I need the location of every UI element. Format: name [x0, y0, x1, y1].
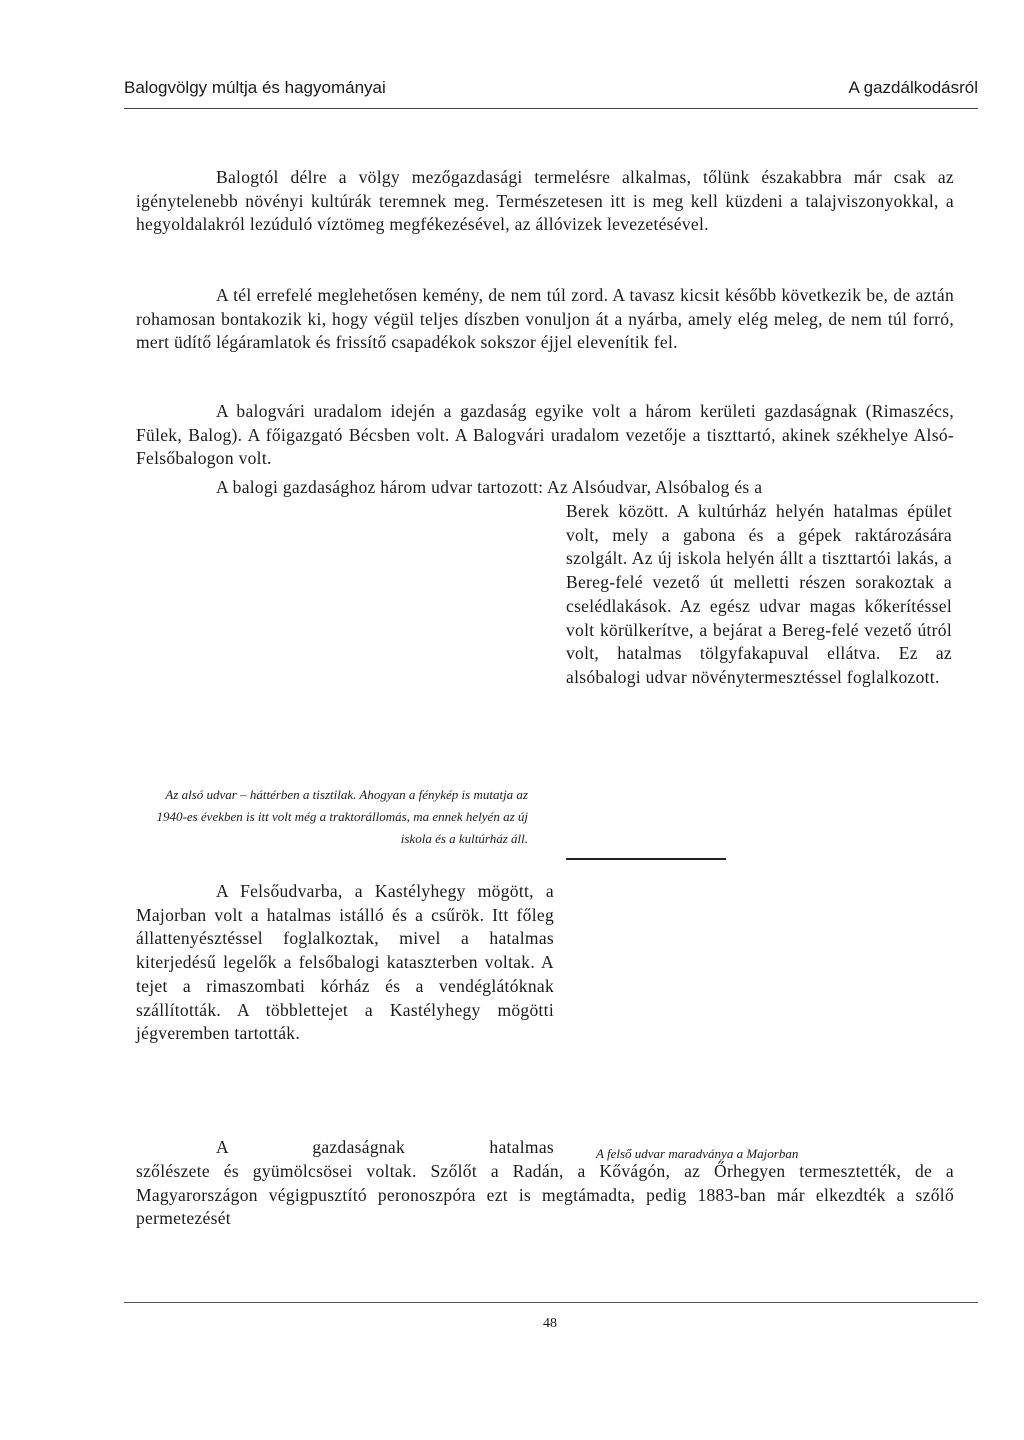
paragraph-seasons: A tél errefelé meglehetősen kemény, de nem túl zord. A tavasz kicsit később következik be, de aztán rohamosan bontakozik ki, hogy végül teljes díszben vonuljon át a nyárba, amely elég meleg, de nem túl forró, mert üdítő légáramlatok és frissítő csapadékok sokszor éjjel elevenítik fel.: [136, 285, 954, 353]
running-header: [124, 78, 978, 98]
paragraph-vineyard-lead: A gazdaságnak hatalmas: [216, 1137, 554, 1157]
footer-rule: [124, 1302, 978, 1303]
caption-upper-courtyard: A felső udvar maradványa a Majorban: [596, 1146, 799, 1161]
paragraph-estate: A balogvári uradalom idején a gazdaság egyike volt a három kerületi gazdaságnak (Rimaszécs, Fülek, Balog). A főigazgató Bécsben volt. A Balogvári uradalom vezetője a tiszttartó, akinek székhelye Alsó-Felsőbalogon volt.: [136, 401, 954, 469]
paragraph-courtyards-lead: A balogi gazdasághoz három udvar tartozott: Az Alsóudvar, Alsóbalog és a: [216, 477, 763, 497]
paragraph-climate-intro: Balogtól délre a völgy mezőgazdasági termelésre alkalmas, tőlünk északabbra már csak az igénytelenebb növényi kultúrák teremnek meg. Természetesen itt is meg kell küzdeni a talajviszonyokkal, a hegyoldalakról lezúduló víztömeg megfékezésével, az állóvizek levezetésével.: [136, 167, 954, 235]
paragraph-vineyard: szőlészete és gyümölcsösei voltak. Szőlőt a Radán, a Kővágón, az Őrhegyen termesztették, de a Magyarországon végigpusztító peronoszpóra ezt is megtámadta, pedig 1883-ban már elkezdték a szőlő permetezését: [136, 1161, 954, 1229]
paragraph-lower-courtyard: Berek között. A kultúrház helyén hatalmas épület volt, mely a gabona és a gépek raktározására szolgált. Az új iskola helyén állt a tiszttartói lakás, a Bereg-felé vezető út melletti részen sorakoztak a cselédlakások. Az egész udvar magas kőkerítéssel volt körülkerítve, a bejárat a Bereg-felé vezető útról volt, hatalmas tölgyfakapuval ellátva. Ez az alsóbalogi udvar növénytermesztéssel foglalkozott.: [566, 501, 952, 687]
column-end-rule: [566, 858, 726, 860]
header-book-title: Balogvölgy múltja és hagyományai: [124, 78, 386, 97]
page-number: 48: [543, 1316, 557, 1331]
header-chapter-title: A gazdálkodásról: [848, 78, 978, 97]
paragraph-upper-courtyard: A Felsőudvarba, a Kastélyhegy mögött, a Majorban volt a hatalmas istálló és a csűrök. Itt főleg állattenyésztéssel foglalkoztak, mivel a hatalmas kiterjedésű legelők a felsőbalogi kataszterben voltak. A tejet a rimaszombati kórház és a vendéglátóknak szállították. A többlettejet a Kastélyhegy mögötti jégveremben tartották.: [136, 881, 554, 1044]
photo-lower-courtyard: [136, 500, 532, 770]
caption-lower-courtyard: Az alsó udvar – háttérben a tisztilak. Ahogyan a fénykép is mutatja az 1940-es években is itt volt még a traktorállomás, ma ennek helyén az új iskola és a kultúrház áll.: [156, 787, 528, 846]
header-rule: [124, 108, 978, 109]
